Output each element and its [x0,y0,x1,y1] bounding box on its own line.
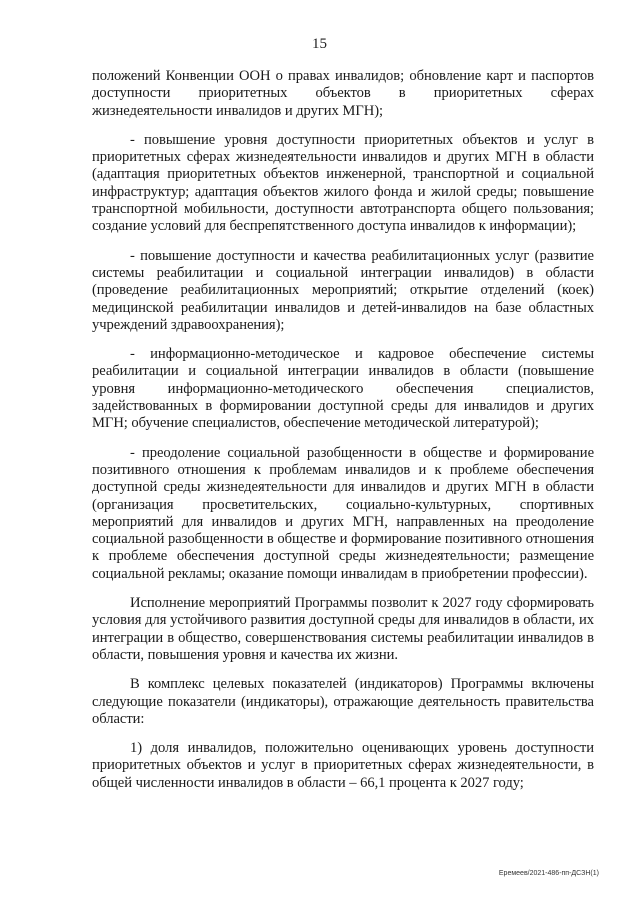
paragraph-indicator-1: 1) доля инвалидов, положительно оценивающих уровень доступности приоритетных объектов и услуг в приоритетных сферах жизнедеятельности, в общей численности инвалидов в области – 66,1 процента к 2027 году; [92,740,594,791]
document-footer-code: Еремеев/2021-486-пп-ДСЗН(1) [498,870,599,877]
paragraph-rehabilitation-services: - повышение доступности и качества реабилитационных услуг (развитие системы реабилитации и социальной интеграции инвалидов) в области (проведение реабилитационных мероприятий; открытие отделений (коек) медицинской реабилитации инвалидов и детей-инвалидов на базе областных учреждений здравоохранения); [92,247,594,333]
paragraph-indicators-intro: В комплекс целевых показателей (индикаторов) Программы включены следующие показатели (индикаторы), отражающие деятельность правительства области: [92,676,594,727]
page-number: 15 [312,36,327,52]
paragraph-social-integration: - преодоление социальной разобщенности в обществе и формирование позитивного отношения к проблемам инвалидов и к проблеме обеспечения доступной среды жизнедеятельности для инвалидов и других МГН в области (организация просветительских, социально-культурных, спортивных мероприятий для инвалидов и других МГН, направленных на преодоление социальной разобщенности в обществе и формирование позитивного отношения к проблеме обеспечения доступной среды жизнедеятельности; размещение социальной рекламы; оказание помощи инвалидам в приобретении профессии). [92,444,594,582]
paragraph-continuation: положений Конвенции ООН о правах инвалидов; обновление карт и паспортов доступности приоритетных объектов в приоритетных сферах жизнедеятельности инвалидов и других МГН); [92,68,594,119]
paragraph-methodological-support: - информационно-методическое и кадровое обеспечение системы реабилитации и социальной интеграции инвалидов в области (повышение уровня информационно-методического обеспечения специалистов, задействованных в формировании доступной среды для инвалидов и других МГН; обучение специалистов, обеспечение методической литературой); [92,346,594,432]
document-body [92,68,594,804]
paragraph-program-outcome: Исполнение мероприятий Программы позволит к 2027 году сформировать условия для устойчивого развития доступной среды для инвалидов в области, их интеграции в общество, совершенствования системы реабилитации инвалидов в области, повышения уровня и качества их жизни. [92,595,594,663]
paragraph-accessibility-level: - повышение уровня доступности приоритетных объектов и услуг в приоритетных сферах жизнедеятельности инвалидов и других МГН в области (адаптация приоритетных объектов инженерной, транспортной и социальной инфраструктур; адаптация объектов жилого фонда и жилой среды; повышение транспортной мобильности, доступности автотранспорта общего пользования; создание условий для беспрепятственного доступа инвалидов к информации); [92,131,594,235]
